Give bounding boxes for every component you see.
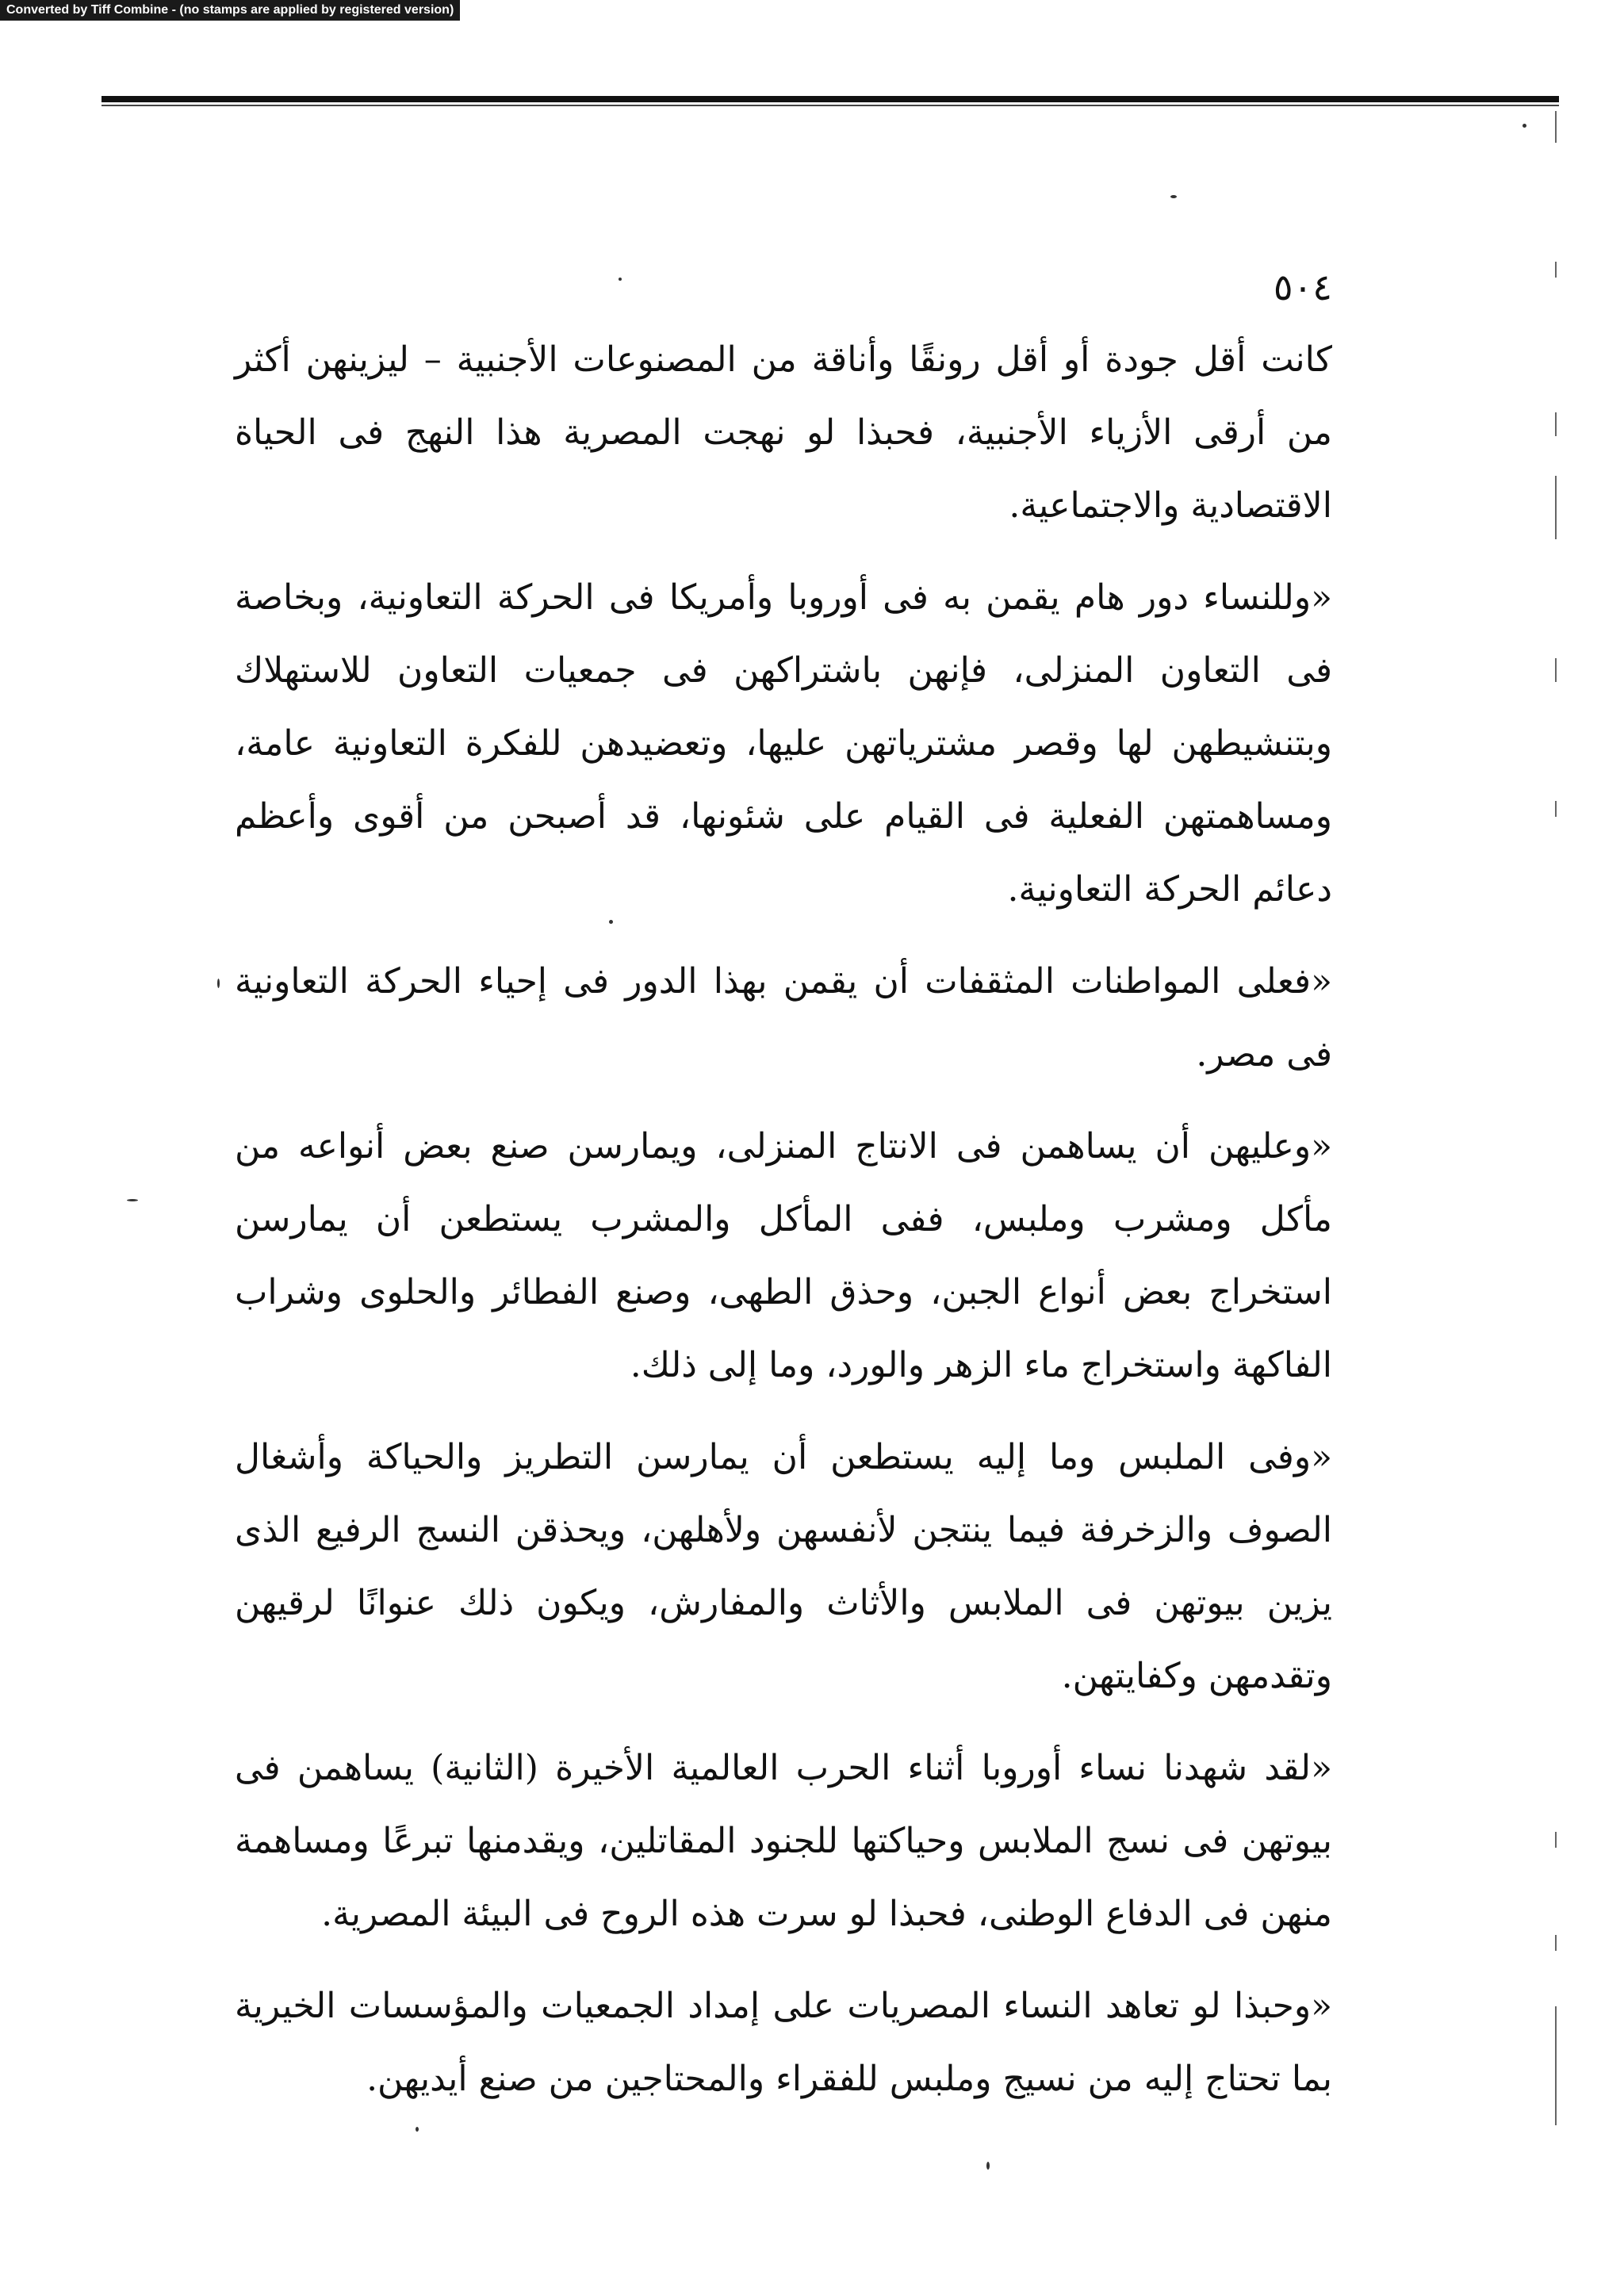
- paragraph: «لقد شهدنا نساء أوروبا أثناء الحرب العالمية الأخيرة (الثانية) يساهمن فى بيوتهن فى نسج الملابس وحياكتها للجنود المقاتلين، ويقدمنها تبرعًا ومساهمة منهن فى الدفاع الوطنى، فحبذا لو سرت هذه الروح فى البيئة المصرية.: [235, 1748, 1332, 1934]
- paragraph: «وعليهن أن يساهمن فى الانتاج المنزلى، ويمارسن صنع بعض أنواعه من مأكل ومشرب وملبس، ففى المأكل والمشرب يستطعن أن يمارسن استخراج بعض أنواع الجبن، وحذق الطهى، وصنع الفطائر والحلوى وشراب الفاكهة واستخراج ماء الزهر والورد، وما إلى ذلك.: [235, 1126, 1332, 1385]
- page-number: ٥٠٤: [1273, 266, 1332, 308]
- scan-edge-mark: [1555, 1832, 1557, 1848]
- scan-speck: [1170, 195, 1177, 198]
- scan-edge-mark: [1555, 801, 1557, 817]
- paragraph: «فعلى المواطنات المثقفات أن يقمن بهذا الدور فى إحياء الحركة التعاونية فى مصر.: [235, 961, 1332, 1075]
- header-rule-thin: [102, 105, 1559, 106]
- scan-edge-mark: [1555, 111, 1557, 143]
- scan-edge-mark: [1555, 476, 1557, 539]
- scan-speck: [986, 2162, 990, 2170]
- scan-edge-mark: [1555, 658, 1557, 682]
- header-rule: [102, 96, 1559, 102]
- scan-edge-mark: [1555, 1935, 1557, 1951]
- scan-speck: [619, 278, 622, 281]
- paragraph: «وفى الملبس وما إليه يستطعن أن يمارسن التطريز والحياكة وأشغال الصوف والزخرفة فيما ينتجن لأنفسهن ولأهلهن، ويحذقن النسج الرفيع الذى يزين بيوتهن فى الملابس والأثاث والمفارش، ويكون ذلك عنوانًا لرقيهن وتقدمهن وكفايتهن.: [235, 1437, 1332, 1696]
- paragraph: كانت أقل جودة أو أقل رونقًا وأناقة من المصنوعات الأجنبية – ليزينهن أكثر من أرقى الأزياء الأجنبية، فحبذا لو نهجت المصرية هذا النهج فى الحياة الاقتصادية والاجتماعية.: [235, 339, 1332, 526]
- scan-edge-mark: [1555, 412, 1557, 436]
- scan-edge-mark: [1555, 262, 1557, 278]
- scan-speck: [1522, 124, 1526, 128]
- paragraph: «وحبذا لو تعاهد النساء المصريات على إمداد الجمعيات والمؤسسات الخيرية بما تحتاج إليه من نسيج وملبس للفقراء والمحتاجين من صنع أيديهن.: [235, 1986, 1332, 2099]
- paragraph: «وللنساء دور هام يقمن به فى أوروبا وأمريكا فى الحركة التعاونية، وبخاصة فى التعاون المنزلى، فإنهن باشتراكهن فى جمعيات التعاون للاستهلاك وبتنشيطهن لها وقصر مشترياتهن عليها، وتعضيدهن للفكرة التعاونية عامة، ومساهمتهن الفعلية فى القيام على شئونها، قد أصبحن من أقوى وأعظم دعائم الحركة التعاونية.: [235, 577, 1332, 910]
- scan-edge-mark: [1555, 2006, 1557, 2125]
- scan-speck: [217, 979, 220, 988]
- conversion-stamp: Converted by Tiff Combine - (no stamps are applied by registered version): [0, 0, 460, 21]
- body-text: [235, 324, 1332, 2135]
- scan-speck: [127, 1199, 138, 1201]
